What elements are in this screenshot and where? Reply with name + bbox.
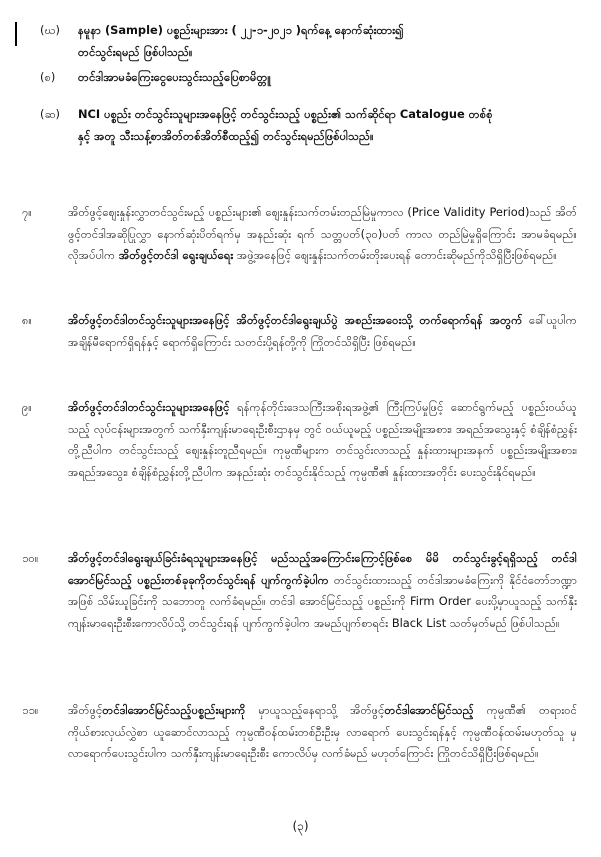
paragraph-number: ၈။ [22, 313, 32, 327]
sub-item-label: (ဃ) [40, 23, 61, 37]
paragraph-number: ၁၁။ [22, 703, 39, 717]
sub-item-label: (ဆ) [40, 107, 60, 121]
sub-item-label: (စ) [40, 70, 56, 84]
sub-item-text: နမူနာ (Sample) ပစ္စည်းများအား ( ၂၂-၁-၂၀၂၁ )ရက်နေ့ နောက်ဆုံးထား၍ တင်သွင်းရမည် ဖြစ်ပါသည်။ [78, 23, 404, 59]
paragraph-10: အိတ်ဖွင့်တင်ဒါရွေးချယ်ခြင်းခံရသူများအနေဖြင့် မည်သည့်အကြောင်းကြောင့်ဖြစ်စေ မိမိ တင်သွင်းခွင့်ရရှိသည့် တင်ဒါအောင်မြင်သည့် ပစ္စည်းတစ်ခုခုကိုတင်သွင်းရန် ပျက်ကွက်ခဲ့ပါက တင်သွင်းထားသည့် တင်ဒါအာမခံကြေးကို နိုင်ငံတော်ဘဏ္ဍာအဖြစ် သိမ်းယူခြင်းကို သဘောတူ လက်ခံရမည်။ တင်ဒါ အောင်မြင်သည့် ပစ္စည်းကို Firm Order ပေးပို့မှာယူသည့် သက်နှီးကျန်းမာရေးဦးစီးကောလိပ်သို့ တင်သွင်းရန် ပျက်ကွက်ခဲ့ပါက အမည်ပျက်စာရင်း Black List သတ်မှတ်မည် ဖြစ်ပါသည်။ [68, 551, 577, 630]
page-number: (၃) [292, 819, 309, 833]
paragraph-number: ၉။ [22, 400, 32, 414]
paragraph-7: အိတ်ဖွင့်ဈေးနှုန်းလွှာတင်သွင်းမည့် ပစ္စည်းများ၏ ဈေးနှုန်းသက်တမ်းတည်မြဲမှုကာလ (Price Validity Period)သည် အိတ်ဖွင့်တင်ဒါအဆိုပြုလွှာ နောက်ဆုံးပိတ်ရက်မှ အနည်းဆုံး ရက် သတ္တပတ်(၃၀)ပတ် ကာလ တည်မြဲမှုရှိကြောင်း အာမခံရမည်။ လိုအပ်ပါက အိတ်ဖွင့်တင်ဒါ ရွေးချယ်ရေး အဖွဲ့အနေဖြင့် ဈေးနှုန်းသက်တမ်းတိုးပေးရန် တောင်းဆိုမည်ကိုသိရှိပြီးဖြစ်ရမည်။ [68, 205, 577, 262]
paragraph-number: ၇။ [22, 205, 32, 219]
sub-items [0, 20, 601, 143]
paragraph-8: အိတ်ဖွင့်တင်ဒါတင်သွင်းသူများအနေဖြင့် အိတ်ဖွင့်တင်ဒါရွေးချယ်ပွဲ အစည်းအဝေးသို့ တက်ရောက်ရန် အတွက် ခေါ်ယူပါက အချိန်မီရောက်ရှိရန်နှင့် ရောက်ရှိကြောင်း သတင်းပို့ရန်တို့ကို ကြိုတင်သိရှိပြီး ဖြစ်ရမည်။ [68, 313, 577, 349]
paragraph-11: အိတ်ဖွင့်တင်ဒါအောင်မြင်သည့်ပစ္စည်းများကို မှာယူသည့်နေရာသို့ အိတ်ဖွင့်တင်ဒါအောင်မြင်သည့် ကုမ္ပဏီ၏ တရားဝင်ကိုယ်စားလှယ်လွှဲစာ ယူဆောင်လာသည့် ကုမ္ပဏီဝန်ထမ်းတစ်ဦးဦးမှ လာရောက် ပေးသွင်းရန်နှင့် ကုမ္ပဏီဝန်ထမ်းမဟုတ်သူ မှ လာရောက်ပေးသွင်းပါက သက်နှီးကျန်းမာရေးဦးစီး ကောလိပ်မှ လက်ခံမည် မဟုတ်ကြောင်း ကြိုတင်သိရှိပြီးဖြစ်ရမည်။ [68, 703, 577, 760]
paragraph-number: ၁၀။ [22, 551, 39, 565]
sub-item-text: NCI ပစ္စည်း တင်သွင်းသူများအနေဖြင့် တင်သွင်းသည့် ပစ္စည်း၏ သက်ဆိုင်ရာ Catalogue တစ်စုံ နှင့် အတူ သီးသန့်စာအိတ်တစ်အိတ်စီထည့်၍ တင်သွင်းရမည်ဖြစ်ပါသည်။ [78, 107, 493, 143]
paragraph-9: အိတ်ဖွင့်တင်ဒါတင်သွင်းသူများအနေဖြင့် ရန်ကုန်တိုင်းဒေသကြီးအစိုးရအဖွဲ့၏ ကြီးကြပ်မှုဖြင့် ဆောင်ရွက်မည့် ပစ္စည်းဝယ်ယူသည့် လုပ်ငန်းများအတွက် သက်နှီးကျန်းမာရေးဦးစီးဌာနမှ တွင် ဝယ်ယူမည့် ပစ္စည်းအမျိုးအစား၊ အရည်အသွေးနှင့် စံချိန်စံညွှန်းတို့ညီပါက တင်သွင်းသည့် ဈေးနှုန်းတူညီရမည်။ ကုမ္ပဏီများက တင်သွင်းလာသည့် နှုန်းထားများအနက် ပစ္စည်းအမျိုးအစား၊ အရည်အသွေး၊ စံချိန်စံညွှန်းတို့ညီပါက အနည်းဆုံး တင်သွင်းနိုင်သည့် ကုမ္ပဏီ၏ နှုန်းထားအတိုင်း ပေးသွင်းနိုင်ရမည်။ [68, 400, 577, 479]
sub-item-text: တင်ဒါအာမခံကြေးငွေပေးသွင်းသည့်ပြေစာမိတ္တူ [78, 70, 271, 84]
